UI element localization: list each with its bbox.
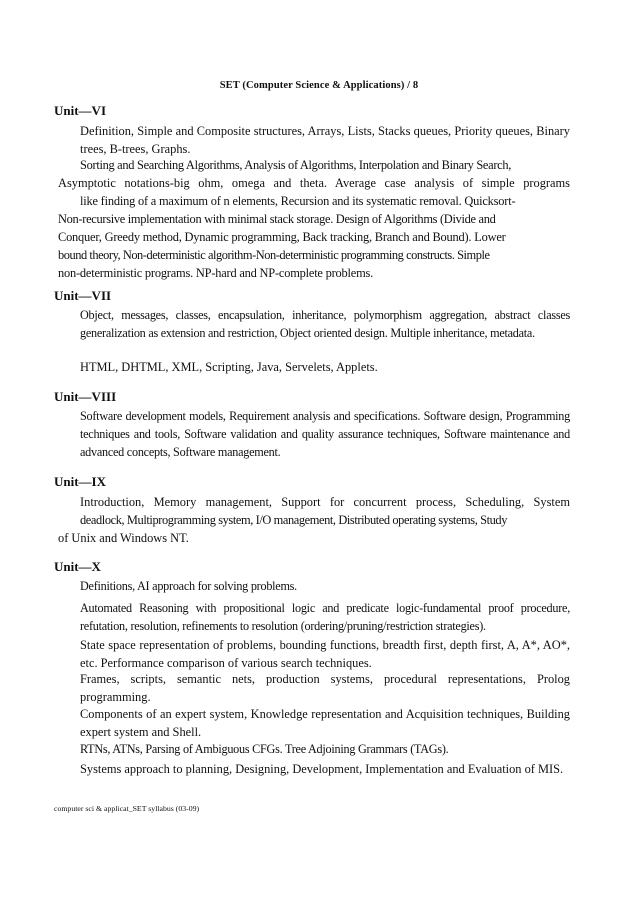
- unit-6-line-7: non-deterministic programs. NP-hard and NP-complete problems.: [58, 266, 374, 280]
- unit-10-paragraph-7: Systems approach to planning, Designing, Development, Implementation and Evaluation of MIS.: [80, 762, 564, 776]
- unit-10-paragraph-2: Automated Reasoning with propositional logic and predicate logic-fundamental proof procedure, refutation, resolution, refinements to resolution (ordering/pruning/restriction strategies).: [80, 601, 570, 634]
- unit-10-paragraph-1: Definitions, AI approach for solving problems.: [80, 579, 297, 593]
- unit-10-paragraph-5: Components of an expert system, Knowledge representation and Acquisition techniques, Building expert system and Shell.: [80, 707, 570, 740]
- unit-6-line-6: bound theory, Non-deterministic algorithm-Non-deterministic programming constructs. Simple: [58, 248, 490, 262]
- unit-7-paragraph-1: Object, messages, classes, encapsulation, inheritance, polymorphism aggregation, abstract classes generalization as extension and restriction, Object oriented design. Multiple inheritance, metadata.: [80, 308, 570, 341]
- unit-6-line-1: Sorting and Searching Algorithms, Analysis of Algorithms, Interpolation and Binary Search,: [80, 158, 512, 172]
- unit-8-heading: Unit—VIII: [54, 389, 117, 404]
- unit-8-paragraph-1: Software development models, Requirement analysis and specifications. Software design, Programming techniques and tools, Software validation and quality assurance techniques, Software maintenance and advanced concepts, Software management.: [80, 409, 570, 460]
- unit-6-line-4: Non-recursive implementation with minimal stack storage. Design of Algorithms (Divide and: [58, 212, 496, 226]
- unit-10-heading: Unit—X: [54, 559, 101, 574]
- unit-6-line-5: Conquer, Greedy method, Dynamic programming, Back tracking, Branch and Bound). Lower: [58, 230, 506, 244]
- unit-10-paragraph-3: State space representation of problems, bounding functions, breadth first, depth first, A, A*, AO*, etc. Performance comparison of various search techniques.: [80, 638, 570, 671]
- unit-10-paragraph-6: RTNs, ATNs, Parsing of Ambiguous CFGs. Tree Adjoining Grammars (TAGs).: [80, 742, 449, 756]
- unit-7-paragraph-2: HTML, DHTML, XML, Scripting, Java, Servelets, Applets.: [80, 360, 378, 374]
- unit-9-heading: Unit—IX: [54, 474, 107, 489]
- unit-6-line-3: like finding of a maximum of n elements, Recursion and its systematic removal. Quicksort-: [80, 194, 516, 208]
- unit-6-heading: Unit—VI: [54, 103, 107, 118]
- unit-10-paragraph-4: Frames, scripts, semantic nets, production systems, procedural representations, Prolog programming.: [80, 672, 570, 705]
- page-footer: computer sci & applicat_SET syllabus (03-09): [54, 804, 200, 813]
- unit-7-heading: Unit—VII: [54, 288, 112, 303]
- page-header: SET (Computer Science & Applications) / 8: [219, 80, 419, 91]
- unit-9-line-2: deadlock, Multiprogramming system, I/O management, Distributed operating systems, Study: [80, 513, 508, 527]
- unit-6-paragraph-1: Definition, Simple and Composite structures, Arrays, Lists, Stacks queues, Priority queues, Binary trees, B-trees, Graphs.: [80, 124, 570, 157]
- unit-9-line-3: of Unix and Windows NT.: [58, 531, 189, 545]
- unit-6-line-2: Asymptotic notations-big ohm, omega and theta. Average case analysis of simple programs: [58, 176, 570, 190]
- unit-9-line-1: Introduction, Memory management, Support for concurrent process, Scheduling, System: [80, 495, 570, 509]
